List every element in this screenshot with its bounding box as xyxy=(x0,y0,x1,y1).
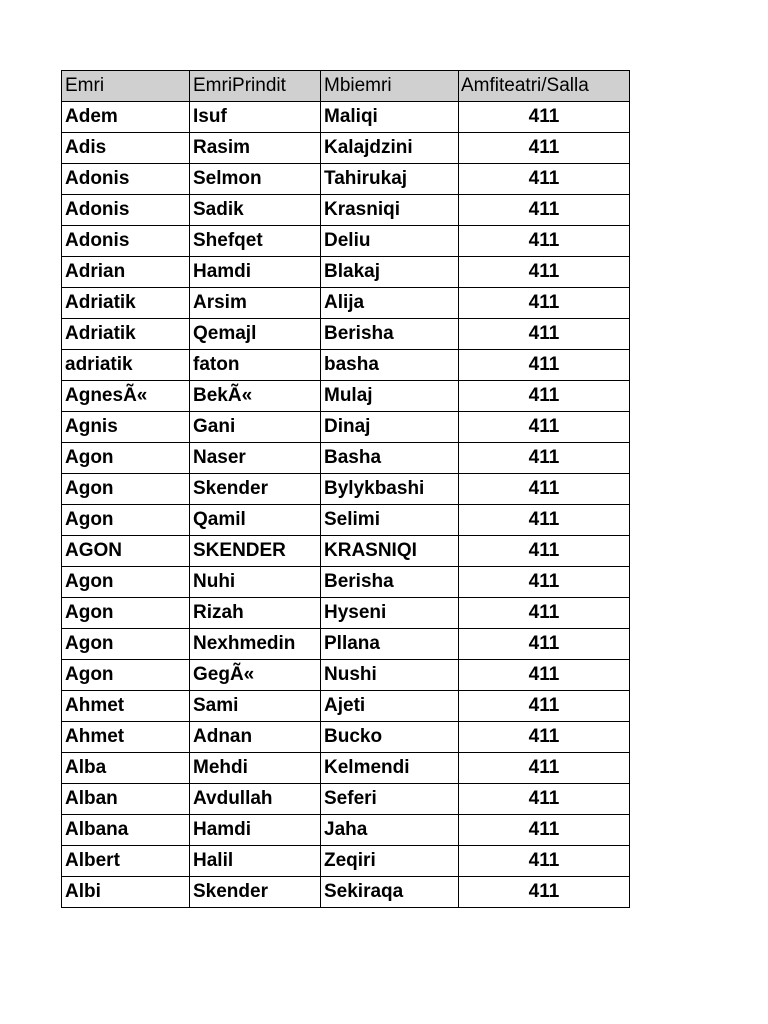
cell-emri: Agon xyxy=(62,660,190,691)
table-row xyxy=(62,195,630,226)
table-row xyxy=(62,722,630,753)
cell-mbiemri: Berisha xyxy=(321,567,459,598)
cell-emri-prindit: SKENDER xyxy=(190,536,321,567)
table-row xyxy=(62,164,630,195)
table-row xyxy=(62,102,630,133)
table-row xyxy=(62,753,630,784)
cell-emri-prindit: Shefqet xyxy=(190,226,321,257)
cell-amfiteatri-salla: 411 xyxy=(459,505,630,536)
table-row xyxy=(62,319,630,350)
cell-mbiemri: Tahirukaj xyxy=(321,164,459,195)
header-amfiteatri-salla: Amfiteatri/Salla xyxy=(459,71,630,102)
cell-emri: Ahmet xyxy=(62,691,190,722)
header-row xyxy=(62,71,630,102)
table-row xyxy=(62,443,630,474)
cell-emri: Agon xyxy=(62,443,190,474)
cell-emri: Adis xyxy=(62,133,190,164)
cell-mbiemri: Jaha xyxy=(321,815,459,846)
cell-mbiemri: Mulaj xyxy=(321,381,459,412)
cell-emri: Agon xyxy=(62,598,190,629)
cell-emri-prindit: BekÃ« xyxy=(190,381,321,412)
cell-emri-prindit: Hamdi xyxy=(190,815,321,846)
cell-emri-prindit: Naser xyxy=(190,443,321,474)
cell-amfiteatri-salla: 411 xyxy=(459,474,630,505)
cell-emri-prindit: Halil xyxy=(190,846,321,877)
cell-emri: Agon xyxy=(62,567,190,598)
cell-amfiteatri-salla: 411 xyxy=(459,195,630,226)
cell-emri-prindit: Arsim xyxy=(190,288,321,319)
cell-emri: Agnis xyxy=(62,412,190,443)
cell-mbiemri: Seferi xyxy=(321,784,459,815)
cell-amfiteatri-salla: 411 xyxy=(459,102,630,133)
cell-emri: Agon xyxy=(62,474,190,505)
cell-mbiemri: basha xyxy=(321,350,459,381)
cell-emri: AgnesÃ« xyxy=(62,381,190,412)
table-row xyxy=(62,288,630,319)
cell-mbiemri: Nushi xyxy=(321,660,459,691)
cell-emri-prindit: GegÃ« xyxy=(190,660,321,691)
table-row xyxy=(62,877,630,908)
cell-emri: Ahmet xyxy=(62,722,190,753)
table-row xyxy=(62,536,630,567)
cell-mbiemri: Berisha xyxy=(321,319,459,350)
cell-amfiteatri-salla: 411 xyxy=(459,226,630,257)
cell-amfiteatri-salla: 411 xyxy=(459,877,630,908)
cell-mbiemri: Hyseni xyxy=(321,598,459,629)
cell-amfiteatri-salla: 411 xyxy=(459,319,630,350)
cell-mbiemri: Krasniqi xyxy=(321,195,459,226)
cell-amfiteatri-salla: 411 xyxy=(459,598,630,629)
cell-amfiteatri-salla: 411 xyxy=(459,350,630,381)
cell-amfiteatri-salla: 411 xyxy=(459,784,630,815)
cell-mbiemri: Bucko xyxy=(321,722,459,753)
cell-emri: Adonis xyxy=(62,164,190,195)
cell-mbiemri: Blakaj xyxy=(321,257,459,288)
header-emri-prindit: EmriPrindit xyxy=(190,71,321,102)
cell-emri: adriatik xyxy=(62,350,190,381)
cell-amfiteatri-salla: 411 xyxy=(459,691,630,722)
cell-amfiteatri-salla: 411 xyxy=(459,257,630,288)
cell-amfiteatri-salla: 411 xyxy=(459,536,630,567)
cell-mbiemri: Bylykbashi xyxy=(321,474,459,505)
cell-emri: Adem xyxy=(62,102,190,133)
cell-emri: Adonis xyxy=(62,226,190,257)
table-row xyxy=(62,257,630,288)
cell-amfiteatri-salla: 411 xyxy=(459,753,630,784)
cell-mbiemri: Deliu xyxy=(321,226,459,257)
cell-emri-prindit: Qamil xyxy=(190,505,321,536)
cell-emri-prindit: Skender xyxy=(190,474,321,505)
cell-amfiteatri-salla: 411 xyxy=(459,660,630,691)
table-row xyxy=(62,815,630,846)
table-row xyxy=(62,474,630,505)
cell-amfiteatri-salla: 411 xyxy=(459,288,630,319)
cell-emri: Adrian xyxy=(62,257,190,288)
table-row xyxy=(62,567,630,598)
cell-emri-prindit: Avdullah xyxy=(190,784,321,815)
cell-emri-prindit: Isuf xyxy=(190,102,321,133)
cell-emri: Albert xyxy=(62,846,190,877)
cell-mbiemri: Kelmendi xyxy=(321,753,459,784)
cell-emri-prindit: Hamdi xyxy=(190,257,321,288)
table-row xyxy=(62,226,630,257)
cell-emri: Adonis xyxy=(62,195,190,226)
cell-mbiemri: Sekiraqa xyxy=(321,877,459,908)
cell-mbiemri: Pllana xyxy=(321,629,459,660)
cell-amfiteatri-salla: 411 xyxy=(459,164,630,195)
cell-emri: Albana xyxy=(62,815,190,846)
cell-amfiteatri-salla: 411 xyxy=(459,722,630,753)
cell-emri-prindit: Nuhi xyxy=(190,567,321,598)
cell-emri-prindit: Mehdi xyxy=(190,753,321,784)
cell-emri: Albi xyxy=(62,877,190,908)
table-row xyxy=(62,381,630,412)
header-emri: Emri xyxy=(62,71,190,102)
cell-amfiteatri-salla: 411 xyxy=(459,846,630,877)
cell-amfiteatri-salla: 411 xyxy=(459,629,630,660)
cell-emri: Adriatik xyxy=(62,288,190,319)
cell-emri-prindit: Nexhmedin xyxy=(190,629,321,660)
cell-emri-prindit: Qemajl xyxy=(190,319,321,350)
cell-emri-prindit: faton xyxy=(190,350,321,381)
table-row xyxy=(62,598,630,629)
table-row xyxy=(62,691,630,722)
cell-emri-prindit: Sadik xyxy=(190,195,321,226)
table-row xyxy=(62,784,630,815)
cell-mbiemri: Zeqiri xyxy=(321,846,459,877)
table-row xyxy=(62,505,630,536)
cell-emri-prindit: Selmon xyxy=(190,164,321,195)
cell-amfiteatri-salla: 411 xyxy=(459,567,630,598)
cell-mbiemri: Dinaj xyxy=(321,412,459,443)
cell-emri: Agon xyxy=(62,505,190,536)
cell-amfiteatri-salla: 411 xyxy=(459,815,630,846)
student-table xyxy=(61,70,630,908)
table-row xyxy=(62,350,630,381)
cell-mbiemri: Basha xyxy=(321,443,459,474)
cell-emri: AGON xyxy=(62,536,190,567)
cell-mbiemri: Alija xyxy=(321,288,459,319)
cell-amfiteatri-salla: 411 xyxy=(459,443,630,474)
cell-mbiemri: Selimi xyxy=(321,505,459,536)
cell-emri: Adriatik xyxy=(62,319,190,350)
cell-mbiemri: Ajeti xyxy=(321,691,459,722)
table-row xyxy=(62,660,630,691)
cell-emri-prindit: Gani xyxy=(190,412,321,443)
cell-emri-prindit: Rizah xyxy=(190,598,321,629)
cell-emri: Alban xyxy=(62,784,190,815)
table-row xyxy=(62,412,630,443)
cell-emri-prindit: Rasim xyxy=(190,133,321,164)
table-row xyxy=(62,846,630,877)
cell-mbiemri: Maliqi xyxy=(321,102,459,133)
table-row xyxy=(62,629,630,660)
header-mbiemri: Mbiemri xyxy=(321,71,459,102)
table-row xyxy=(62,133,630,164)
cell-mbiemri: Kalajdzini xyxy=(321,133,459,164)
cell-mbiemri: KRASNIQI xyxy=(321,536,459,567)
cell-amfiteatri-salla: 411 xyxy=(459,412,630,443)
cell-amfiteatri-salla: 411 xyxy=(459,133,630,164)
cell-emri-prindit: Adnan xyxy=(190,722,321,753)
cell-emri: Alba xyxy=(62,753,190,784)
cell-emri: Agon xyxy=(62,629,190,660)
cell-emri-prindit: Skender xyxy=(190,877,321,908)
cell-amfiteatri-salla: 411 xyxy=(459,381,630,412)
cell-emri-prindit: Sami xyxy=(190,691,321,722)
